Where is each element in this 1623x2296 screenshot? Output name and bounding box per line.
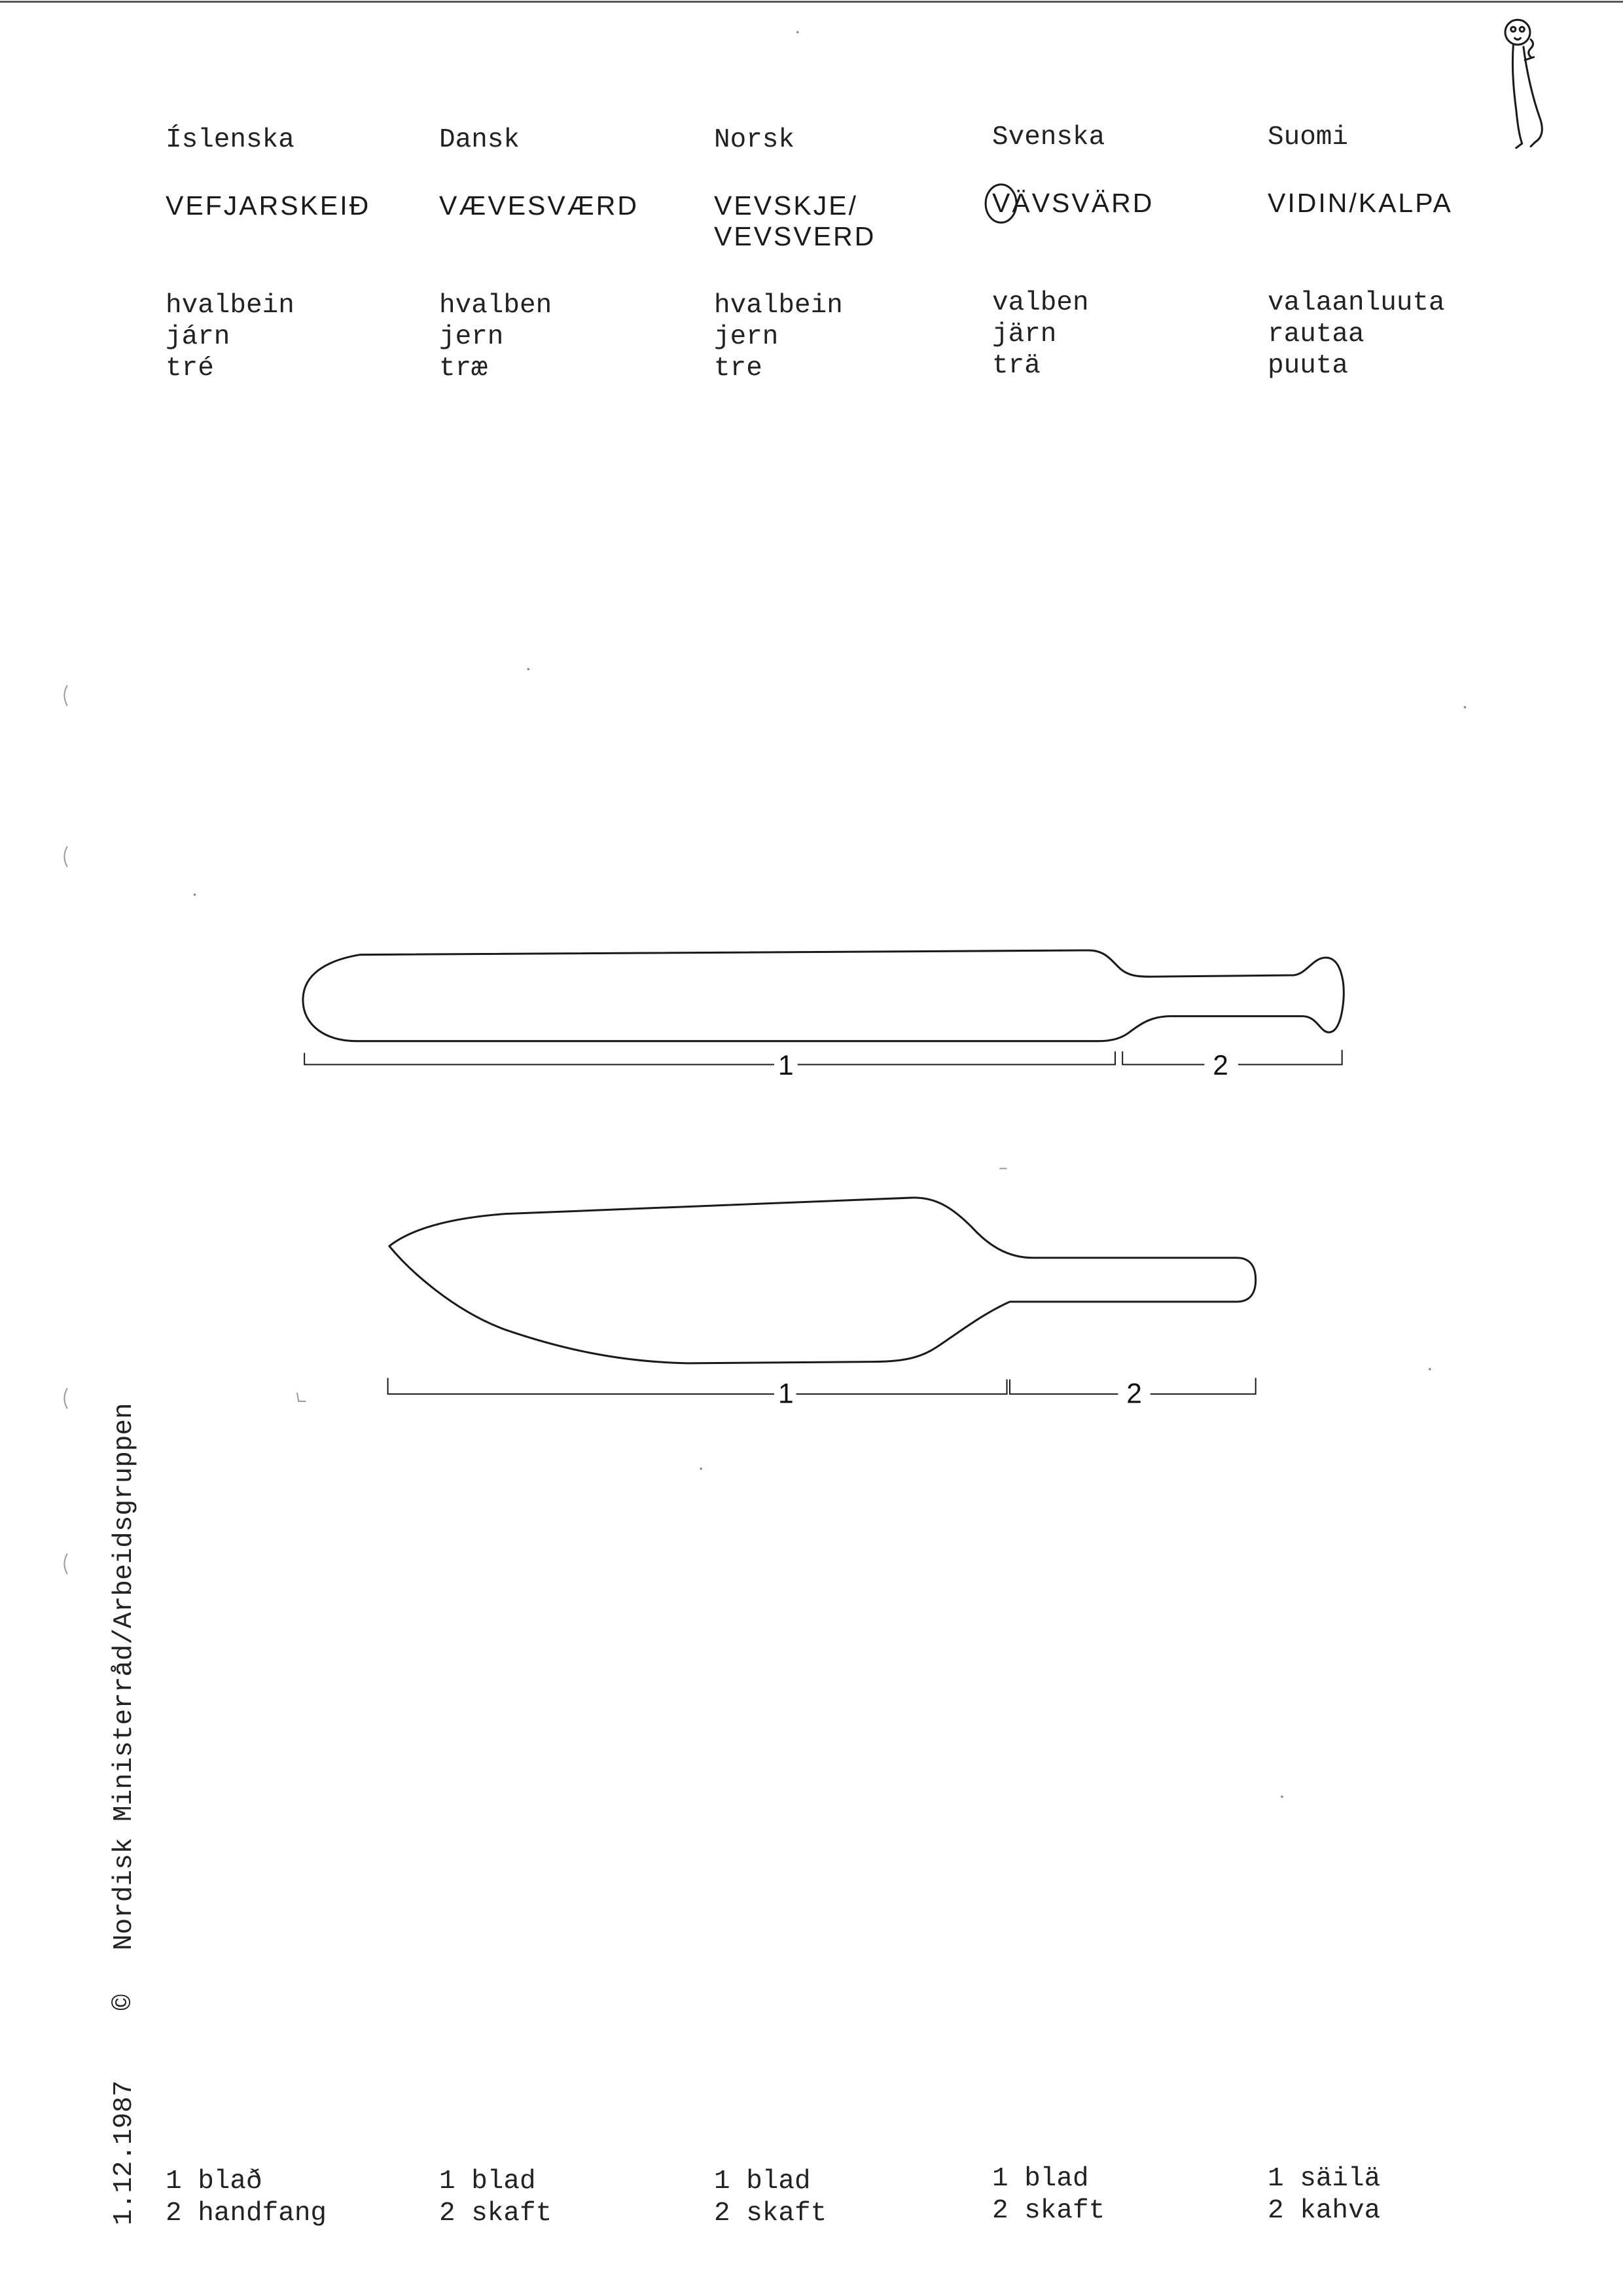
term-line: VÄVSVÄRD	[992, 188, 1154, 218]
language-name: Norsk	[714, 125, 795, 155]
weaving-sword-figure-2	[388, 1198, 1256, 1409]
material-item: træ	[439, 353, 488, 384]
part-number-label: 2	[1213, 1050, 1228, 1082]
material-item: hvalbein	[714, 291, 843, 321]
material-item: puuta	[1268, 351, 1349, 381]
material-item: trä	[992, 351, 1041, 381]
part-label: 2 handfang	[166, 2198, 327, 2229]
material-item: rautaa	[1268, 319, 1364, 350]
part-label: 2 skaft	[439, 2198, 552, 2229]
material-item: valaanluuta	[1268, 288, 1445, 318]
term-line: VIDIN/KALPA	[1268, 188, 1453, 218]
language-name: Dansk	[439, 125, 520, 155]
copyright-symbol: ©	[109, 1994, 139, 2011]
part-label: 1 blad	[992, 2164, 1089, 2194]
hole-punch-marks	[64, 685, 67, 1574]
scan-specks	[194, 31, 1467, 1797]
material-item: hvalben	[439, 291, 552, 321]
term-line: VÆVESVÆRD	[439, 190, 639, 221]
document-date: 1.12.1987	[109, 2080, 139, 2225]
dimension-bracket-blade	[304, 1051, 1115, 1064]
part-number-label: 2	[1126, 1378, 1142, 1410]
part-label: 2 skaft	[992, 2196, 1105, 2226]
material-item: hvalbein	[166, 291, 294, 321]
sword-outline	[303, 950, 1344, 1041]
language-name: Íslenska	[166, 125, 294, 155]
term-line: VEVSKJE/	[714, 190, 858, 221]
vertical-margin-note	[109, 1403, 140, 2225]
language-name: Suomi	[1268, 122, 1349, 152]
material-item: jern	[439, 322, 504, 352]
sword-outline	[389, 1198, 1256, 1363]
term-line: VEFJARSKEIÐ	[166, 190, 371, 221]
part-label: 1 säilä	[1268, 2164, 1381, 2194]
part-label: 1 blad	[714, 2166, 811, 2197]
part-label: 1 blad	[439, 2166, 536, 2197]
part-number-label: 1	[778, 1050, 794, 1082]
dimension-bracket-blade	[388, 1378, 1007, 1394]
figure-doodle-icon	[1505, 20, 1542, 148]
material-item: järn	[992, 319, 1057, 350]
material-item: jern	[714, 322, 779, 352]
part-label: 2 skaft	[714, 2198, 827, 2229]
part-number-label: 1	[778, 1378, 794, 1410]
term-line: VEVSVERD	[714, 221, 876, 251]
circled-letter-mark	[986, 185, 1016, 223]
publisher-name: Nordisk Ministerråd/Arbeidsgruppen	[109, 1403, 139, 1950]
part-label: 2 kahva	[1268, 2196, 1381, 2226]
language-name: Svenska	[992, 122, 1105, 152]
dimension-bracket-handle	[1122, 1050, 1342, 1064]
part-label: 1 blað	[166, 2166, 262, 2197]
weaving-sword-figure-1	[303, 950, 1344, 1081]
material-item: tre	[714, 353, 762, 384]
material-item: járn	[166, 322, 230, 352]
material-item: valben	[992, 288, 1089, 318]
material-item: tré	[166, 353, 214, 384]
